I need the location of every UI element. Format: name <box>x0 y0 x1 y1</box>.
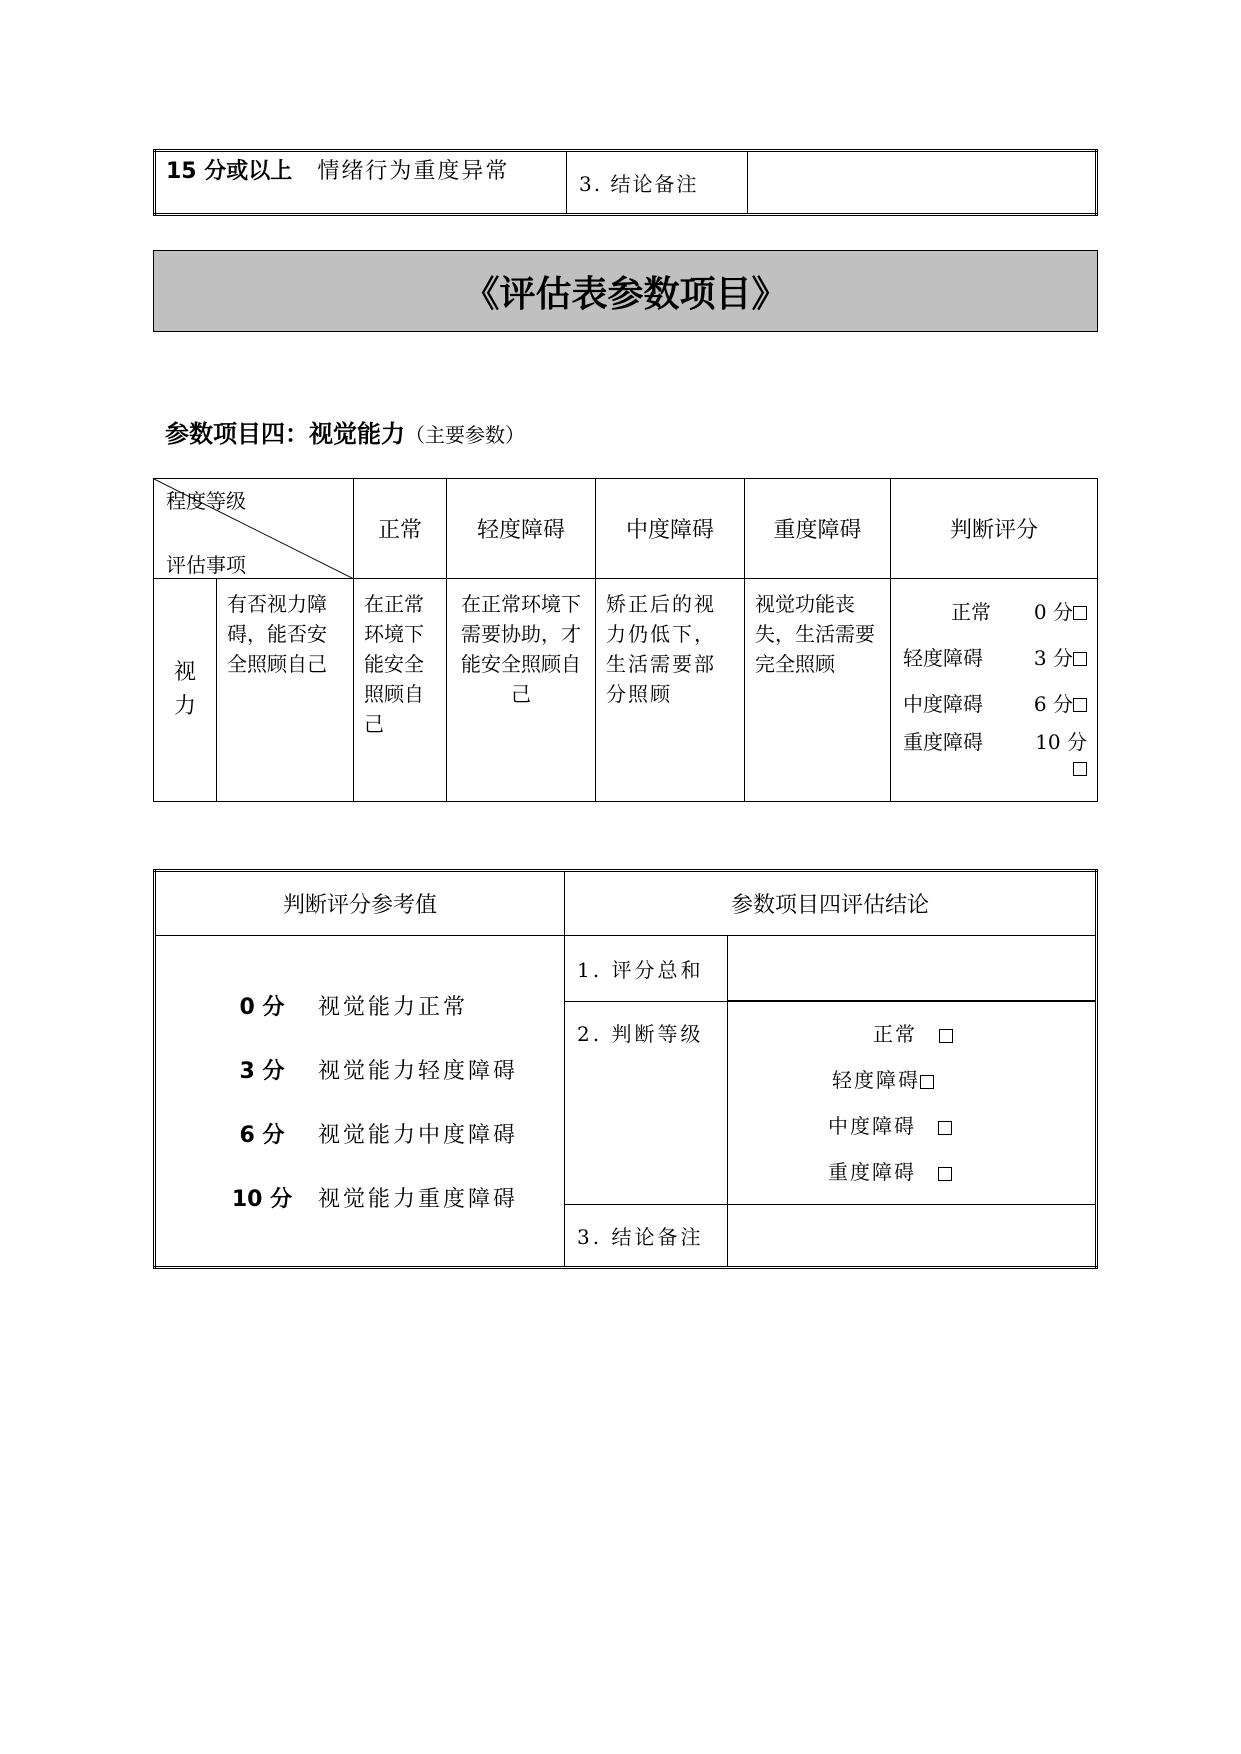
diagonal-header-cell <box>154 479 354 579</box>
ref-desc: 视觉能力中度障碍 <box>318 1122 519 1148</box>
moderate-cell <box>596 579 745 802</box>
score-option-row[interactable] <box>903 679 1087 725</box>
grade-option-label: 轻度障碍 <box>832 1068 920 1093</box>
remark-value[interactable] <box>728 1204 1097 1267</box>
checkbox-icon[interactable] <box>938 1167 952 1181</box>
top-conclusion-label: 3. 结论备注 <box>567 151 748 215</box>
grade-option[interactable] <box>728 1064 1095 1110</box>
moderate-text: 矫正后的视力仍低下，生活需要部分照顾 <box>606 592 716 706</box>
ref-score: 0 分 <box>239 994 285 1020</box>
checkbox-icon[interactable] <box>1073 652 1087 666</box>
ref-desc: 视觉能力重度障碍 <box>318 1186 519 1212</box>
section-title-main: 参数项目四：视觉能力 <box>165 420 405 448</box>
score-option-level: 重度障碍 <box>903 729 983 754</box>
checkbox-icon[interactable] <box>938 1121 952 1135</box>
grade-option-label: 正常 <box>873 1022 917 1047</box>
grade-option[interactable] <box>728 1018 1095 1064</box>
checkbox-icon[interactable] <box>939 1029 953 1043</box>
grade-option-label: 中度障碍 <box>828 1114 916 1139</box>
ref-row <box>206 1037 564 1101</box>
checkbox-icon[interactable] <box>1073 606 1087 620</box>
mild-cell <box>447 579 596 802</box>
checkbox-icon[interactable] <box>920 1075 934 1089</box>
conclusion-table <box>153 869 1098 1269</box>
checkbox-icon[interactable] <box>1073 698 1087 712</box>
ref-score: 6 分 <box>239 1122 285 1148</box>
section-title <box>165 414 525 449</box>
grade-option[interactable] <box>728 1156 1095 1202</box>
grade-options-cell <box>728 1001 1097 1204</box>
score-options-cell <box>891 579 1098 802</box>
header-severe: 重度障碍 <box>745 479 891 579</box>
score-option-row[interactable] <box>903 633 1087 679</box>
ref-score: 3 分 <box>239 1058 285 1084</box>
top-conclusion-value[interactable] <box>748 151 1097 215</box>
score-option-row[interactable] <box>903 587 1087 633</box>
score-option-level: 正常 <box>951 599 991 624</box>
header-mild: 轻度障碍 <box>447 479 596 579</box>
normal-text: 在正常环境下能安全照顾自己 <box>364 592 424 736</box>
score-option-value: 6 分 <box>1033 691 1073 716</box>
ref-desc: 视觉能力正常 <box>318 994 469 1020</box>
grade-option[interactable] <box>728 1110 1095 1156</box>
form-banner-title: 《评估表参数项目》 <box>153 250 1098 332</box>
ref-row <box>206 1165 564 1229</box>
score-option-value: 0 分 <box>1033 599 1073 624</box>
row-label-cell <box>154 579 217 802</box>
header-moderate: 中度障碍 <box>596 479 745 579</box>
ref-values-cell <box>155 936 565 1268</box>
remark-label: 3. 结论备注 <box>565 1204 728 1267</box>
checkbox-icon[interactable] <box>1073 762 1087 776</box>
item-cell <box>217 579 354 802</box>
diag-top-label: 程度等级 <box>166 489 246 513</box>
top-continuation-table <box>153 149 1098 216</box>
score-range-label: 15 分或以上 <box>166 159 293 184</box>
total-label: 1. 评分总和 <box>565 936 728 1001</box>
mild-text: 在正常环境下需要协助，才能安全照顾自己 <box>461 592 581 706</box>
row-label-vision: 视力 <box>173 660 196 719</box>
total-value[interactable] <box>728 936 1097 1001</box>
score-option-value: 3 分 <box>1033 645 1073 670</box>
vision-assessment-table <box>153 478 1098 802</box>
grade-label: 2. 判断等级 <box>565 1001 728 1204</box>
score-range-cell <box>155 151 567 215</box>
score-option-row[interactable] <box>903 725 1087 755</box>
conclusion-header: 参数项目四评估结论 <box>565 871 1097 936</box>
ref-row <box>206 1101 564 1165</box>
severe-cell <box>745 579 891 802</box>
score-option-level: 轻度障碍 <box>903 645 983 670</box>
score-option-level: 中度障碍 <box>903 691 983 716</box>
ref-header: 判断评分参考值 <box>155 871 565 936</box>
diag-bottom-label: 评估事项 <box>166 553 246 577</box>
ref-row <box>206 973 564 1037</box>
header-normal: 正常 <box>354 479 447 579</box>
grade-option-label: 重度障碍 <box>828 1160 916 1185</box>
normal-cell <box>354 579 447 802</box>
score-option-value: 10 分 <box>1035 729 1087 754</box>
header-judgement-score: 判断评分 <box>891 479 1098 579</box>
section-title-sub: （主要参数） <box>405 423 525 447</box>
ref-desc: 视觉能力轻度障碍 <box>318 1058 519 1084</box>
score-range-desc: 情绪行为重度异常 <box>317 159 510 184</box>
severe-text: 视觉功能丧失，生活需要完全照顾 <box>755 592 875 676</box>
ref-score: 10 分 <box>231 1186 293 1212</box>
item-text: 有否视力障碍，能否安全照顾自己 <box>227 592 327 676</box>
